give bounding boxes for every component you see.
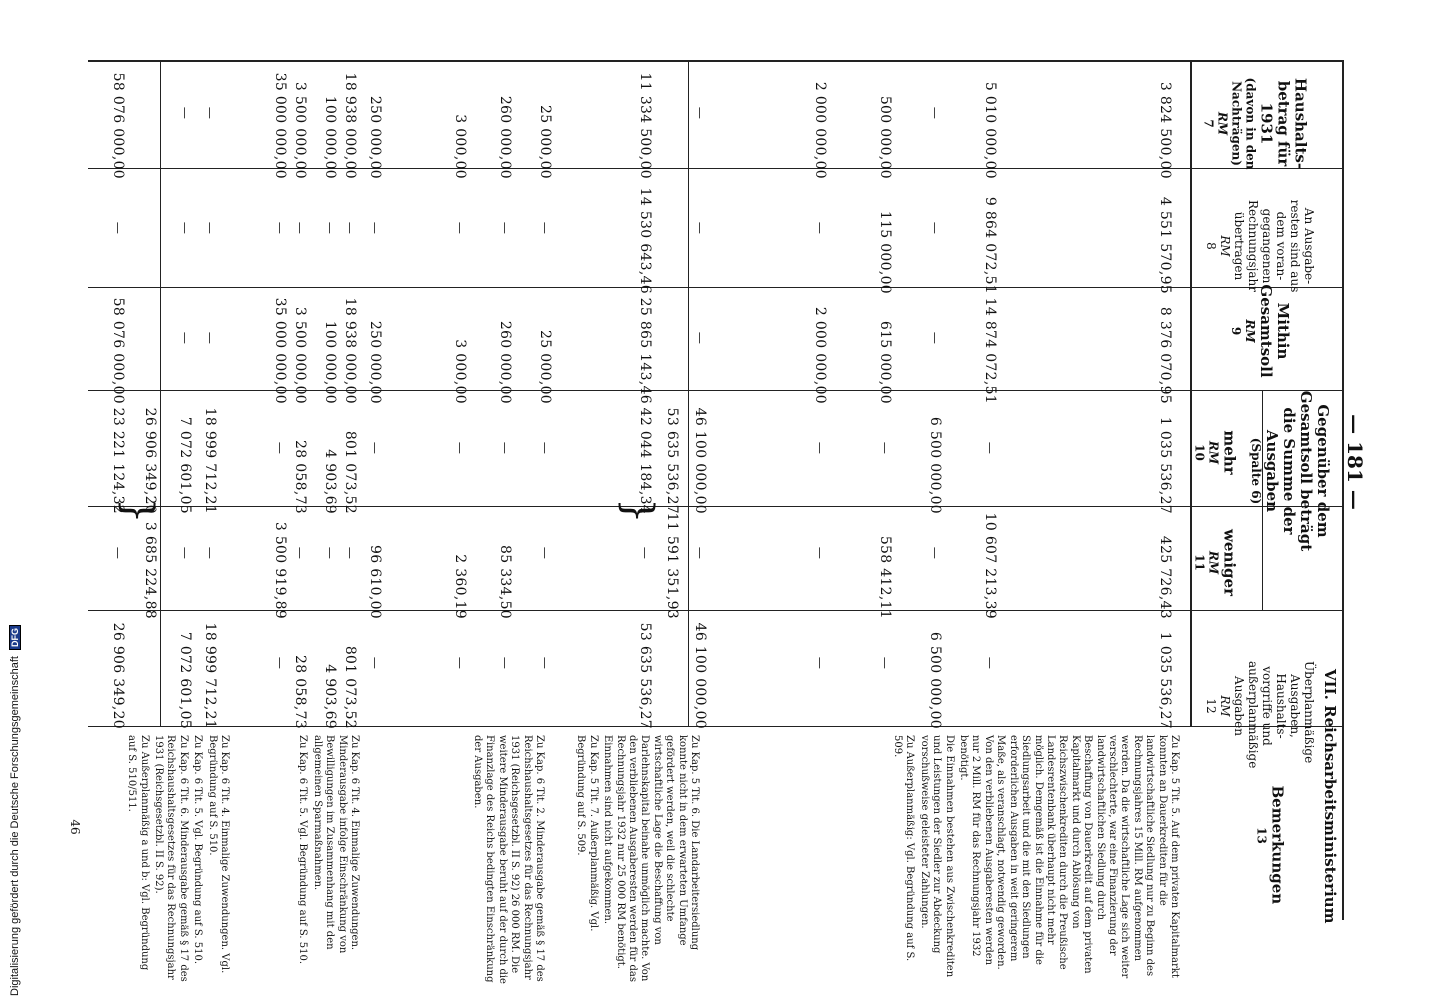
brace-total-1: } xyxy=(615,498,661,524)
col9-unit: RM xyxy=(1243,319,1257,343)
digitization-text: Digitalisierung gefördert durch die Deutsche Forschungsgemeinschaft xyxy=(9,656,21,996)
cell-r11-c11: 96 610,00 xyxy=(367,545,383,619)
cell-dash-r17-c7: — xyxy=(178,106,192,120)
cell-r7-c7: 11 334 500,00 xyxy=(637,72,653,179)
remark-p8: Zu Kap. 6 Tit. 5. Vgl. Begründung auf S. 510. xyxy=(297,735,309,965)
cell-r5-c7: 2 000 000,00 xyxy=(812,81,828,179)
remarks-block xyxy=(889,735,1180,985)
cell-r1-c7: 3 824 500,00 xyxy=(1157,81,1173,179)
cell-r7-c12: 53 635 536,27 xyxy=(637,622,653,729)
dfg-logo: DFG xyxy=(9,625,21,650)
cell-r6t-c11: 11 591 351,93 xyxy=(664,512,680,619)
digitization-note xyxy=(9,586,21,996)
cell-dash-r9-c8: — xyxy=(498,221,512,235)
cell-dash-r16-c8: — xyxy=(203,221,217,235)
cell-r1-c8: 4 551 570,95 xyxy=(1157,196,1173,294)
page-number: — 181 — xyxy=(1343,414,1367,510)
col7-sub: (davon in den Nachträgen) xyxy=(1229,77,1258,170)
col7-title: Haushalts-betrag für 1931 xyxy=(1257,77,1310,170)
brace-total-2: } xyxy=(115,498,161,524)
cell-r10-c11: 2 360,19 xyxy=(452,554,468,619)
cell-r18-c7: 58 076 000,00 xyxy=(110,72,126,179)
cell-dash-r16-c11: — xyxy=(203,546,217,560)
cell-dash-r3-c8: — xyxy=(928,221,942,235)
cell-dash-r3-c9: — xyxy=(928,331,942,345)
col1011-sub: (Spalte 6) xyxy=(1249,437,1263,505)
col11-unit: RM xyxy=(1206,550,1221,575)
cell-r12-c12: 801 073,52 xyxy=(342,645,358,729)
remark-p2: Die Einnahmen bestehen aus Zwischenkrediten und Leistungen der Siedler zur Abdeckung vorschußweise geleisteter Zahlungen. xyxy=(918,735,955,978)
cell-dash-r16-c7: — xyxy=(203,106,217,120)
cell-r11-c9: 250 000,00 xyxy=(367,320,383,404)
remark-p12: Zu Außerplanmäßig a und b: Vgl. Begründung auf S. 510/511. xyxy=(126,735,150,971)
table-right-border xyxy=(1342,60,1344,920)
cell-dash-r11-c12: — xyxy=(368,656,382,670)
cell-dash-r5-c11: — xyxy=(813,546,827,560)
cell-r2-c9: 14 874 072,51 xyxy=(982,297,998,404)
cell-dash-r5-c8: — xyxy=(813,221,827,235)
cell-dash-r8-c10: — xyxy=(538,441,552,455)
cell-r5-c9: 2 000 000,00 xyxy=(812,306,828,404)
cell-dash-r15-c10: — xyxy=(273,441,287,455)
col8-num: 8 xyxy=(1204,242,1218,250)
cell-r1-c12: 1 035 536,27 xyxy=(1157,631,1173,729)
cell-r15-c11: 3 500 919,89 xyxy=(272,521,288,619)
cell-r13-c12: 4 903,69 xyxy=(322,664,338,729)
cell-r17-c12: 7 072 601,05 xyxy=(177,631,193,729)
col1011-header xyxy=(1249,381,1331,561)
cell-dash-r2-c10: — xyxy=(983,441,997,455)
cell-r6-c10: 46 100 000,00 xyxy=(692,407,708,514)
cell-r7-c8: 14 530 643,46 xyxy=(637,187,653,294)
col8-title: An Ausgabe-resten sind aus dem voran-gegangenen Rechnungsjahr übertragen xyxy=(1232,199,1316,293)
cell-dash-r15-c12: — xyxy=(273,656,287,670)
remark-p11: Zu Kap. 6 Tit. 6. Minderausgabe gemäß § 17 des Reichshaushaltsgesetzes für das Rechnungsjahr 1931 (Reichsgesetzbl. II S. 92). xyxy=(152,735,189,982)
cell-r2-c8: 9 864 072,51 xyxy=(982,196,998,294)
cell-r13-c10: 4 903,69 xyxy=(322,449,338,514)
cell-r17t-c10: 26 906 349,20 xyxy=(142,407,158,514)
cell-r18-c10: 23 221 124,32 xyxy=(110,407,126,514)
col12-num: 12 xyxy=(1204,698,1218,714)
cell-r14-c10: 28 058,73 xyxy=(292,440,308,514)
cell-r12-c7: 18 938 000,00 xyxy=(342,72,358,179)
cell-r4-c11: 558 412,11 xyxy=(877,535,893,619)
col13-title: Bemerkungen xyxy=(1268,785,1287,905)
cell-dash-r8-c11: — xyxy=(538,546,552,560)
cell-r7-c9: 25 865 143,46 xyxy=(637,297,653,404)
cell-r4-c8: 115 000,00 xyxy=(877,210,893,294)
cell-r9-c9: 260 000,00 xyxy=(497,320,513,404)
col9-header xyxy=(1229,281,1291,381)
cell-r14-c12: 28 058,73 xyxy=(292,655,308,729)
cell-r12-c9: 18 938 000,00 xyxy=(342,297,358,404)
cell-dash-r13-c8: — xyxy=(323,221,337,235)
cell-r14-c9: 3 500 000,00 xyxy=(292,306,308,404)
remarks-block-5 xyxy=(123,735,230,985)
remark-p3: Zu Außerplanmäßig: Vgl. Begründung auf S. 509. xyxy=(892,735,916,962)
cell-dash-r12-c8: — xyxy=(343,221,357,235)
remark-p9: Zu Kap. 6 Tit. 4. Einmalige Zuwendungen. Vgl. Begründung auf S. 510. xyxy=(206,735,230,974)
group-separator-1 xyxy=(688,60,689,726)
cell-dash-r4-c10: — xyxy=(878,441,892,455)
remark-p4: Zu Kap. 5 Tit. 6. Die Landarbeitersiedlung konnte nicht in dem erwarteten Umfange gefördert werden, weil die schlechte wirtschaftliche Lage die Beschaffung von Darlehnskapital beinahe unmöglich machte. Von den verbliebenen Ausgaberesten werden für das Rechnungsjahr 1932 nur 25 000 RM benötigt. Einnahmen sind nicht aufgekommen. xyxy=(602,735,700,982)
cell-dash-r17-c11: — xyxy=(178,546,192,560)
cell-dash-r18-c8: — xyxy=(111,221,125,235)
cell-r15-c9: 35 000 000,00 xyxy=(272,297,288,404)
cell-r2-c7: 5 010 000,00 xyxy=(982,81,998,179)
cell-dash-r7-c11: — xyxy=(638,546,652,560)
cell-r4-c7: 500 000,00 xyxy=(877,95,893,179)
cell-dash-r14-c8: — xyxy=(293,221,307,235)
group-separator-2 xyxy=(160,60,161,726)
cell-r10-c9: 3 000,00 xyxy=(452,339,468,404)
col7-num: 7 xyxy=(1201,119,1216,128)
cell-dash-r6-c7: — xyxy=(693,106,707,120)
cell-dash-r10-c12: — xyxy=(453,656,467,670)
cell-dash-r4-c12: — xyxy=(878,656,892,670)
cell-r2-c11: 10 607 213,39 xyxy=(982,512,998,619)
col9-num: 9 xyxy=(1229,326,1243,336)
col11-header xyxy=(1193,518,1238,608)
remark-p6: Zu Kap. 6 Tit. 2. Minderausgabe gemäß § 17 des Reichshaushaltsgesetzes für das Rechnungsjahr 1931 (Reichsgesetzbl. II S. 92) 26 000 RM. Die weitere Minderausgabe beruht auf der durch die Finanzlage des Reichs bedingten Einschränkung der Ausgaben. xyxy=(471,735,545,984)
cell-r15-c7: 35 000 000,00 xyxy=(272,72,288,179)
cell-dash-r2-c12: — xyxy=(983,656,997,670)
cell-dash-r6-c11: — xyxy=(693,546,707,560)
cell-dash-r10-c8: — xyxy=(453,221,467,235)
col12-unit: RM xyxy=(1218,695,1232,717)
col1011-title: Gegenüber dem Gesamtsoll beträgt die Summe der Ausgaben xyxy=(1263,390,1332,552)
cell-r1-c11: 425 726,43 xyxy=(1157,535,1173,619)
cell-dash-r12-c11: — xyxy=(343,546,357,560)
cell-r13-c7: 100 000,00 xyxy=(322,95,338,179)
cell-dash-r8-c12: — xyxy=(538,656,552,670)
cell-r8-c7: 25 000,00 xyxy=(537,105,553,179)
remark-p7: Zu Kap. 6 Tit. 4. Einmalige Zuwendungen. Minderausgabe infolge Einschränkung von Bewilligungen im Zusammenhang mit den allgemeinen Sparmaßnahmen. xyxy=(311,735,360,954)
cell-r18-c12: 26 906 349,20 xyxy=(110,622,126,729)
col7-header xyxy=(1202,74,1309,174)
cell-dash-r8-c8: — xyxy=(538,221,552,235)
remark-p10: Zu Kap. 6 Tit. 5. Vgl. Begründung auf S. 510. xyxy=(192,735,204,965)
col13-header xyxy=(1254,785,1287,905)
cell-r1-c9: 8 376 070,95 xyxy=(1157,306,1173,404)
col7-unit: RM xyxy=(1215,111,1230,136)
cell-r12-c10: 801 073,52 xyxy=(342,430,358,514)
col10-num: 10 xyxy=(1192,444,1207,461)
cell-r13-c9: 100 000,00 xyxy=(322,320,338,404)
bottom-page-marker: 46 xyxy=(68,819,82,835)
col11-num: 11 xyxy=(1192,554,1207,571)
cell-r6t-c10: 53 635 536,27 xyxy=(664,407,680,514)
cell-r8-c9: 25 000,00 xyxy=(537,330,553,404)
cell-r9-c11: 85 334,50 xyxy=(497,545,513,619)
col10-unit: RM xyxy=(1206,440,1221,465)
cell-dash-r5-c10: — xyxy=(813,441,827,455)
col13-num: 13 xyxy=(1254,827,1269,844)
remarks-block-3 xyxy=(469,735,545,985)
cell-r3-c12: 6 500 000,00 xyxy=(927,631,943,729)
col11-title: weniger xyxy=(1220,529,1239,596)
remark-p1: Zu Kap. 5 Tit. 5. Auf dem privaten Kapitalmarkt konnten an Dauerkrediten für die landwirtschaftliche Siedlung nur zu Beginn des Rechnungsjahres 15 Mill. RM aufgenommen werden. Da die wirtschaftliche Lage sich weiter verschlechterte, war eine Finanzierung der landwirtschaftlichen Siedlung durch Beschaffung von Dauerkredit auf dem privaten Kapitalmarkt und durch Ablösung von Reichszwischenkrediten durch die Preußische Landesrentenbank überhaupt nicht mehr möglich. Demgemäß ist die Einnahme für die Siedlungsarbeit und die mit den Siedlungen erforderlichen Ausgaben in weit geringerem Maße, als veranschlagt, notwendig geworden. Von den verbliebenen Ausgaberesten werden nur 2 Mill. RM für das Rechnungsjahr 1932 benötigt. xyxy=(958,735,1180,979)
col8-unit: RM xyxy=(1218,235,1232,257)
cell-r16-c10: 18 999 712,21 xyxy=(202,407,218,514)
cell-dash-r17-c8: — xyxy=(178,221,192,235)
cell-dash-r3-c7: — xyxy=(928,106,942,120)
cell-dash-r14-c11: — xyxy=(293,546,307,560)
cell-r17t-c11: 3 685 224,88 xyxy=(142,521,158,619)
cell-dash-r18-c11: — xyxy=(111,546,125,560)
cell-r3-c10: 6 500 000,00 xyxy=(927,416,943,514)
cell-dash-r13-c11: — xyxy=(323,546,337,560)
cell-dash-r5-c12: — xyxy=(813,656,827,670)
remarks-block-2 xyxy=(572,735,700,985)
cell-r16-c12: 18 999 712,21 xyxy=(202,622,218,729)
col9-title: Mithin Gesamtsoll xyxy=(1257,284,1292,378)
col12-title: Überplanmäßige Ausgaben, Haushalts-vorgriffe und außerplanmäßige Ausgaben xyxy=(1232,661,1316,769)
cell-dash-r3-c11: — xyxy=(928,546,942,560)
remark-p5: Zu Kap. 5 Tit. 7. Außerplanmäßig. Vgl. Begründung auf S. 509. xyxy=(575,735,599,932)
cell-dash-r6-c8: — xyxy=(693,221,707,235)
cell-r1-c10: 1 035 536,27 xyxy=(1157,416,1173,514)
cell-dash-r15-c8: — xyxy=(273,221,287,235)
cell-r14-c7: 3 500 000,00 xyxy=(292,81,308,179)
cell-r11-c7: 250 000,00 xyxy=(367,95,383,179)
col12-header xyxy=(1204,661,1316,769)
cell-dash-r9-c10: — xyxy=(498,441,512,455)
cell-dash-r11-c10: — xyxy=(368,441,382,455)
cell-dash-r11-c8: — xyxy=(368,221,382,235)
section-title: VII. Reichsarbeitsministerium xyxy=(1321,669,1339,924)
cell-r10-c7: 3 000,00 xyxy=(452,114,468,179)
cell-r9-c7: 260 000,00 xyxy=(497,95,513,179)
col10-header xyxy=(1193,408,1238,498)
header-separator xyxy=(1190,60,1192,726)
cell-dash-r10-c10: — xyxy=(453,441,467,455)
col10-title: mehr xyxy=(1220,430,1239,475)
cell-r7-c10: 42 044 184,34 xyxy=(637,407,653,514)
cell-dash-r6-c9: — xyxy=(693,331,707,345)
cell-r6-c12: 46 100 000,00 xyxy=(692,622,708,729)
cell-dash-r17-c9: — xyxy=(178,331,192,345)
cell-r17-c10: 7 072 601,05 xyxy=(177,416,193,514)
cell-r18-c9: 58 076 000,00 xyxy=(110,297,126,404)
cell-dash-r16-c9: — xyxy=(203,331,217,345)
cell-r4-c9: 615 000,00 xyxy=(877,320,893,404)
remarks-block-4 xyxy=(294,735,360,985)
cell-dash-r9-c12: — xyxy=(498,656,512,670)
